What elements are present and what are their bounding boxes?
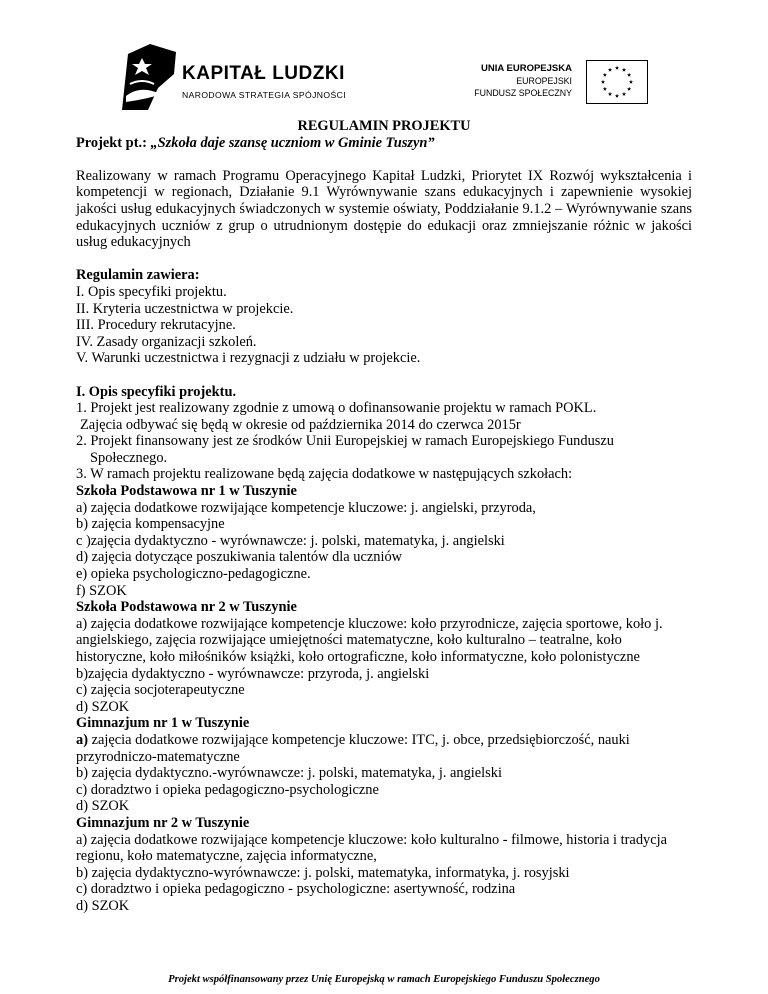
school-3-item-a [76,732,692,765]
section-1-point-2-cont: Społecznego. [90,449,168,466]
school-1-item: a) zajęcia dodatkowe rozwijające kompetencje kluczowe: j. angielski, przyroda, [76,499,536,516]
school-4-item: c) doradztwo i opieka pedagogiczno - psychologiczne: asertywność, rodzina [76,881,516,898]
toc-item: II. Kryteria uczestnictwa w projekcie. [76,300,294,317]
page-footer: Projekt współfinansowany przez Unię Europejską w ramach Europejskiego Funduszu Społecznego [168,974,600,985]
school-2-item: d) SZOK [76,698,130,715]
section-1-point-1: 1. Projekt jest realizowany zgodnie z umową o dofinansowanie projektu w ramach POKL. [76,400,597,417]
school-1-name: Szkoła Podstawowa nr 1 w Tuszynie [76,483,297,500]
eu-label [474,63,572,99]
school-3-item-a-label: a) [76,731,88,748]
project-prefix: Projekt pt.: [76,134,151,151]
page-header [0,0,768,120]
school-1-item: b) zajęcia kompensacyjne [76,516,225,533]
school-2-item: c) zajęcia socjoterapeutyczne [76,682,245,699]
section-1-point-3: 3. W ramach projektu realizowane będą zajęcia dodatkowe w następujących szkołach: [76,466,573,483]
toc-heading: Regulamin zawiera: [76,267,200,284]
school-1-item: c )zajęcia dydaktyczno - wyrównawcze: j. polski, matematyka, j. angielski [76,532,505,549]
document-title: REGULAMIN PROJEKTU [297,118,471,134]
school-1-item: f) SZOK [76,582,127,599]
kapital-ludzki-subtitle: NARODOWA STRATEGIA SPÓJNOŚCI [182,90,346,100]
school-1-item: e) opieka psychologiczno-pedagogiczne. [76,566,311,583]
school-2-item: b)zajęcia dydaktyczno - wyrównawcze: przyroda, j. angielski [76,665,430,682]
eu-flag-icon [586,60,648,104]
eu-label-line3: FUNDUSZ SPOŁECZNY [474,88,572,98]
section-1-heading: I. Opis specyfiki projektu. [76,383,237,400]
school-4-item: d) SZOK [76,897,130,914]
school-4-name: Gimnazjum nr 2 w Tuszynie [76,814,250,831]
eu-label-line2: EUROPEJSKI [516,76,572,86]
toc-item: IV. Zasady organizacji szkoleń. [76,333,257,350]
school-3-item: d) SZOK [76,798,130,815]
kapital-ludzki-title: KAPITAŁ LUDZKI [182,63,345,84]
section-1-point-1-dates: Zajęcia odbywać się będą w okresie od października 2014 do czerwca 2015r [80,416,521,433]
school-3-name: Gimnazjum nr 1 w Tuszynie [76,715,250,732]
intro-paragraph: Realizowany w ramach Programu Operacyjnego Kapitał Ludzki, Priorytet IX Rozwój wykształcenia i kompetencji w regionach, Działanie 9.1 Wyrównywanie szans edukacyjnych i zapewnienie wysokiej jakości usług edukacyjnych świadczonych w systemie oświaty, Poddziałanie 9.1.2 – Wyrównywanie szans edukacyjnych uczniów z grup o utrudnionym dostępie do edukacji oraz zmniejszanie różnic w jakości usług edukacyjnych [76,167,692,251]
toc-item: V. Warunki uczestnictwa i rezygnacji z udziału w projekcie. [76,350,421,367]
kapital-ludzki-logo-icon [118,44,178,110]
toc-item: III. Procedury rekrutacyjne. [76,317,236,334]
school-2-item-a: a) zajęcia dodatkowe rozwijające kompetencje kluczowe: koło przyrodnicze, zajęcia sportowe, koło j. angielskiego, zajęcia rozwijające umiejętności matematyczne, koło kulturalno – teatralne, koło historyczne, koło miłośników książki, koło ortograficzne, koło informatyczne, koło polonistyczne [76,615,663,665]
document-body [76,118,692,915]
project-title-line [76,135,692,152]
school-4-item-a: a) zajęcia dodatkowe rozwijające kompetencje kluczowe: koło kulturalno - filmowe, historia i tradycja regionu, koło matematyczne, zajęcia informatyczne, [76,831,667,865]
school-3-item: c) doradztwo i opieka pedagogiczno-psychologiczne [76,781,379,798]
school-3-item: b) zajęcia dydaktyczno.-wyrównawcze: j. polski, matematyka, j. angielski [76,765,502,782]
toc-item: I. Opis specyfiki projektu. [76,283,227,300]
eu-label-line1: UNIA EUROPEJSKA [481,63,572,74]
school-1-item: d) zajęcia dotyczące poszukiwania talentów dla uczniów [76,549,403,566]
project-name: „Szkoła daje szansę uczniom w Gminie Tuszyn” [150,134,435,151]
section-1-point-2: 2. Projekt finansowany jest ze środków Unii Europejskiej w ramach Europejskiego Funduszu [76,433,614,450]
school-4-item: b) zajęcia dydaktyczno-wyrównawcze: j. polski, matematyka, informatyka, j. rosyjski [76,864,570,881]
school-3-item-a-text: zajęcia dodatkowe rozwijające kompetencje kluczowe: ITC, j. obce, przedsiębiorczość, nauki przyrodniczo-matematyczne [76,731,630,765]
school-2-name: Szkoła Podstawowa nr 2 w Tuszynie [76,599,297,616]
